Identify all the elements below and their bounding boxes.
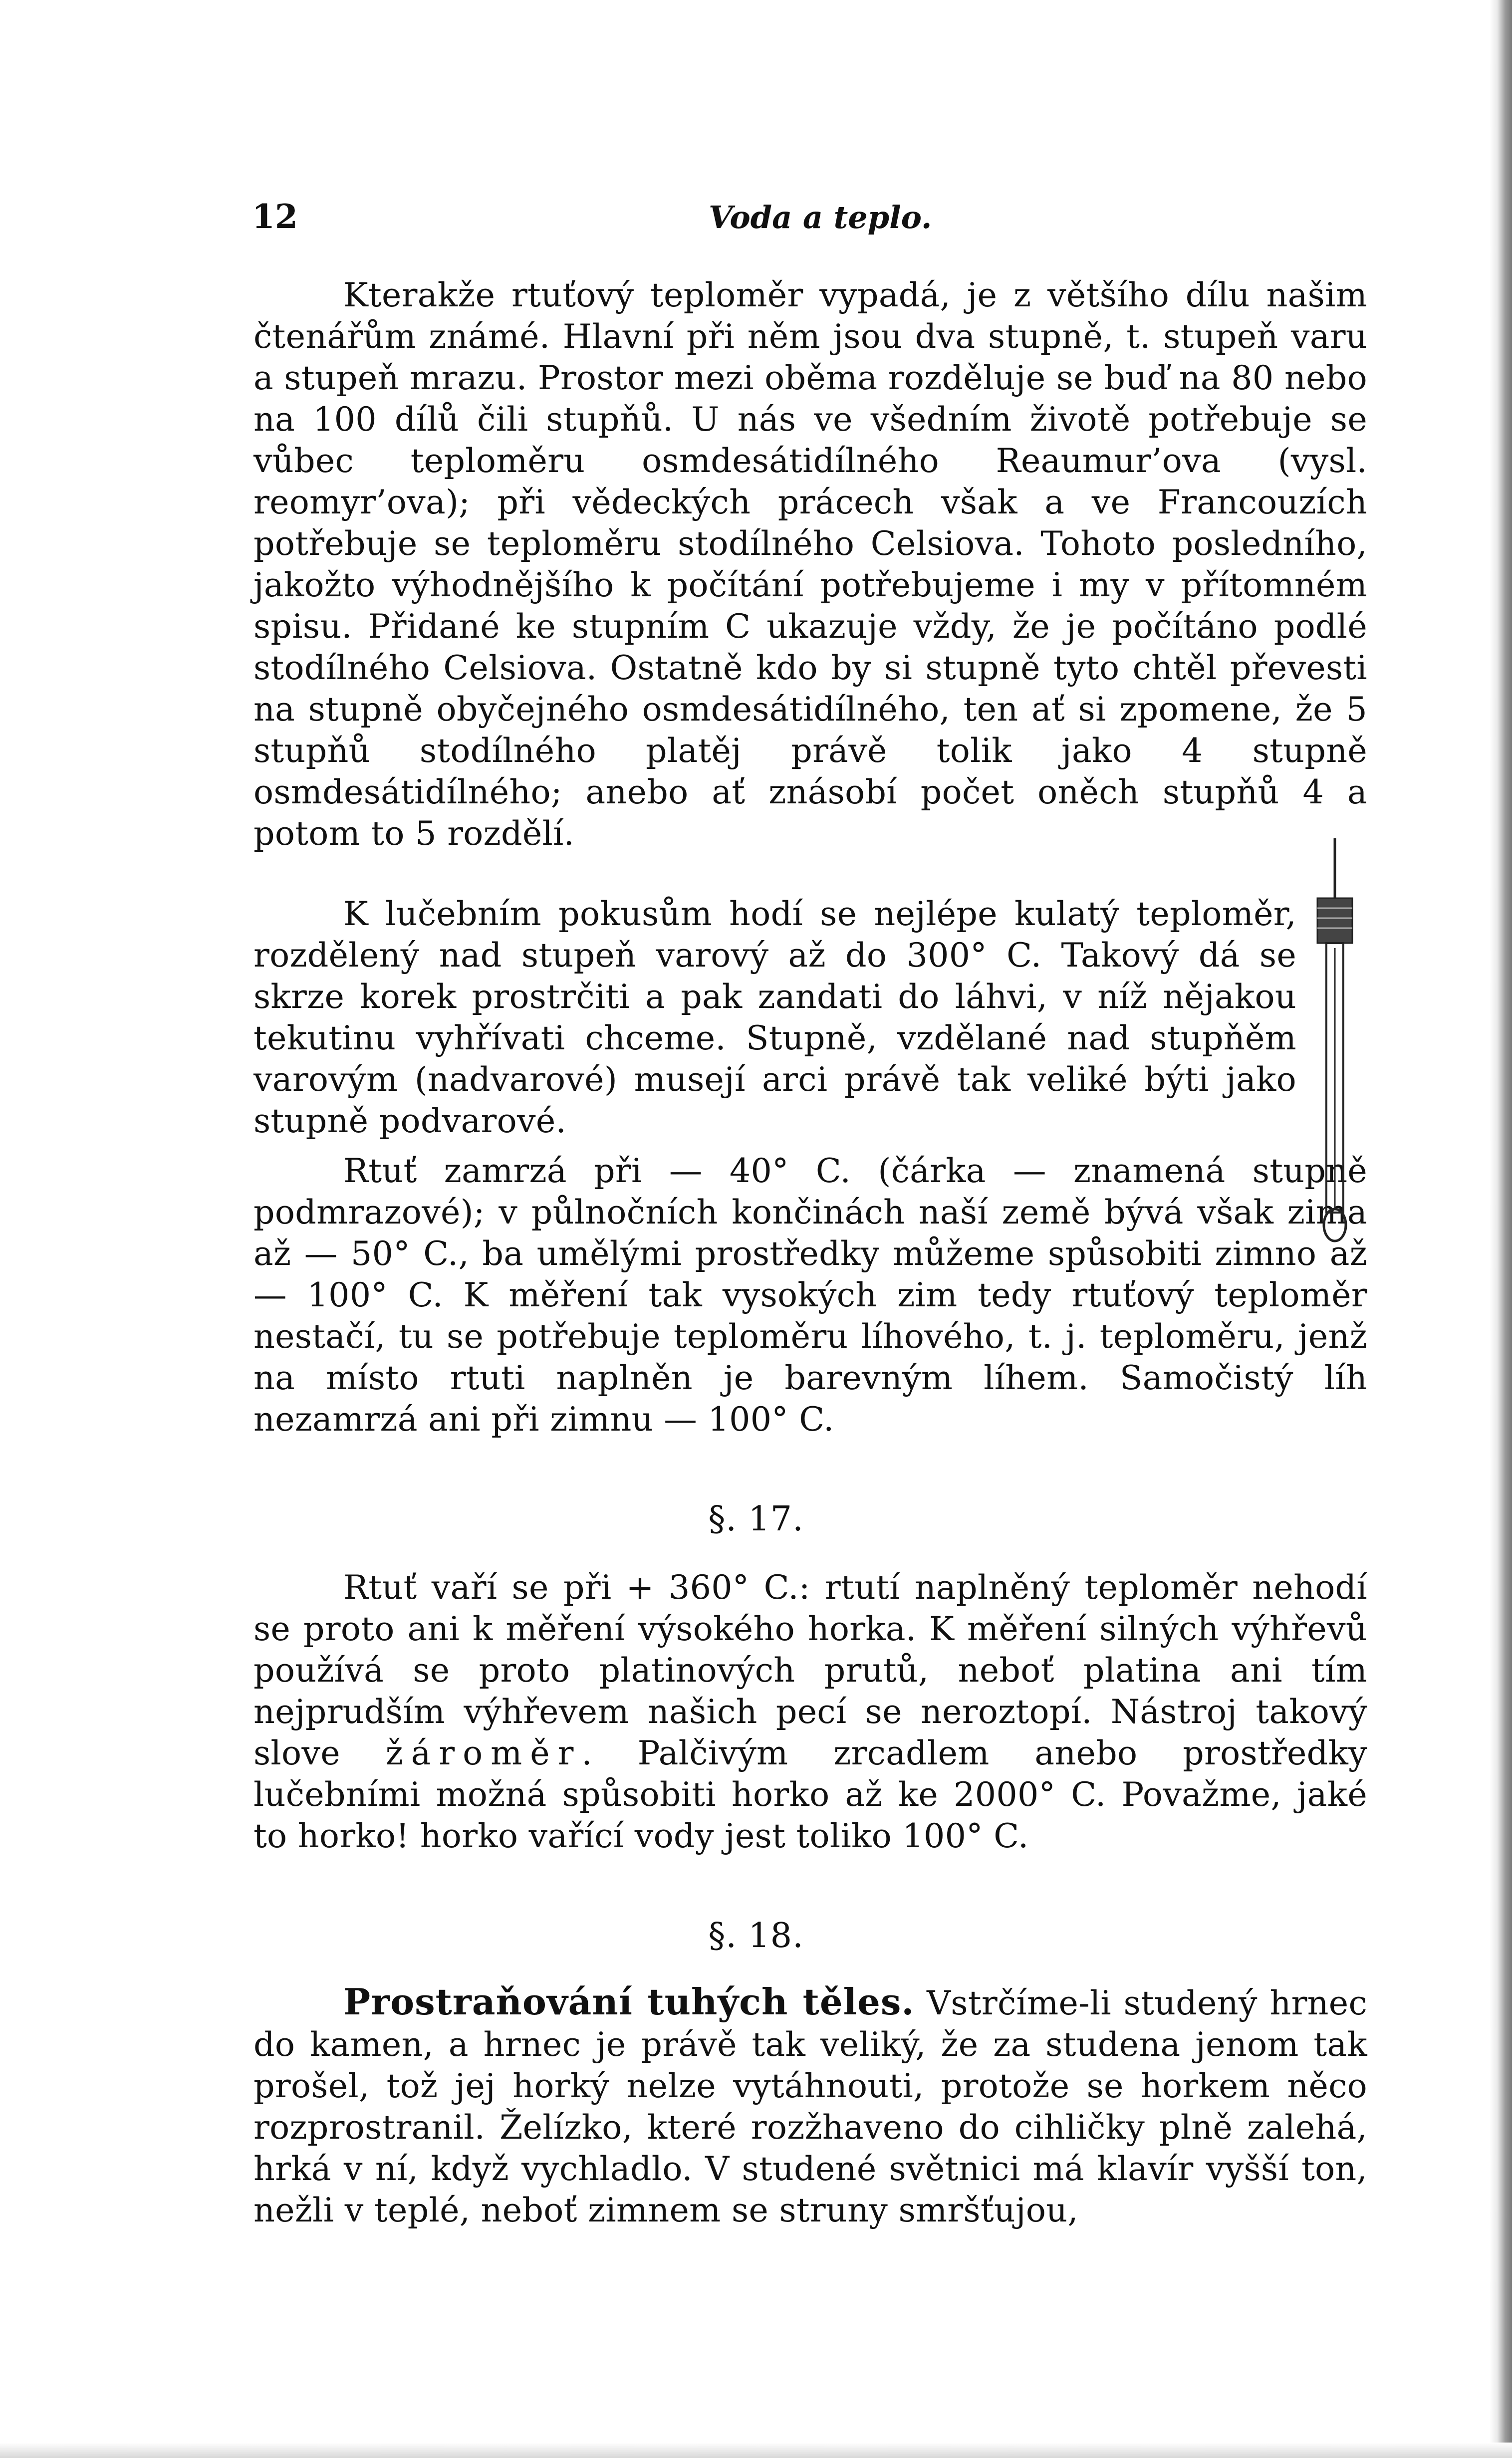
section-title: Prostraňování tuhých těles.: [343, 1980, 915, 2023]
paragraph-1-text: Kterakže rtuťový teploměr vypadá, je z většího dílu našim čtenářům známé. Hlavní při něm jsou dva stupně, t. stupeň varu a stupeň mrazu. Prostor mezi oběma rozděluje se buď na 80 nebo na 100 dílů čili stupňů. U nás ve všedním životě potřebuje se vůbec teploměru osmdesátidílného Reaumur’ova (vysl. reomyr’ova); při vědeckých prácech však a ve Francouzích potřebuje se teploměru stodílného Celsiova. Tohoto posledního, jakožto výhodnějšího k počítání potřebujeme i my v přítomném spisu. Přidané ke stupním C ukazuje vždy, že je počítáno podlé stodílného Celsiova. Ostatně kdo by si stupně tyto chtěl převesti na stupně obyčejného osmdesátidílného, ten ať si zpomene, že 5 stupňů stodílného platěj právě tolik jako 4 stupně osmdesátidílného; anebo ať znásobí počet oněch stupňů 4 a potom to 5 rozdělí.: [253, 275, 1367, 853]
paragraph-4-main: Rtuť vaří se při + 360° C.: rtutí naplněný teploměr nehodí se proto ani k měření výsokého horka. K měření silných výhřevů používá se proto platinových prutů, neboť platina ani tím nejprudším výhřevem našich pecí se neroztopí. Nástroj takový slove: [253, 1568, 1367, 1772]
scan-edge-bottom: [0, 2443, 1512, 2458]
paragraph-2-text: K lučebním pokusům hodí se nejlépe kulatý teploměr, rozdělený nad stupeň varový až do 300° C. Takový dá se skrze korek prostrčiti a pak zandati do láhvi, v níž nějakou tekutinu vyhřívati chceme. Stupně, vzdělané nad stupňěm varovým (nadvarové) musejí arci právě tak veliké býti jako stupně podvarové.: [253, 894, 1296, 1140]
paragraph-4-text: [253, 1567, 1367, 1857]
paragraph-2: [253, 893, 1367, 1142]
paragraph-5-body: Vstrčíme-li studený hrnec do kamen, a hrnec je právě tak veliký, že za studena jenom tak prošel, tož jej horký nelze vytáhnouti, protože se horkem něco rozprostranil. Želízko, které rozžhaveno do cihličky plně zalehá, hrká v ní, když vychladlo. V studené světnici má klavír vyšší ton, nežli v teplé, neboť zimnem se struny smršťujou,: [253, 1983, 1367, 2229]
page-number: 12: [252, 197, 298, 236]
paragraph-3: [253, 1150, 1367, 1440]
scan-edge-right: [1490, 0, 1512, 2458]
thermometer-icon: [1302, 838, 1367, 1242]
paragraph-5-text: [253, 1981, 1367, 2231]
running-head: Voda a teplo.: [709, 199, 932, 236]
paragraph-3-text: Rtuť zamrzá při — 40° C. (čárka — znamená stupně podmrazové); v půlnočních končinách naší země bývá však zima až — 50° C., ba umělými prostředky můžeme spůsobiti zimno až — 100° C. K měření tak vysokých zim tedy rtuťový teploměr nestačí, tu se potřebuje teploměru líhového, t. j. teploměru, jenž na místo rtuti naplněn je barevným líhem. Samočistý líh nezamrzá ani při zimnu — 100° C.: [253, 1151, 1367, 1439]
term-zaromer: žároměr: [385, 1733, 582, 1772]
page-header: [0, 197, 1512, 242]
section-18-heading: §. 18.: [708, 1916, 804, 1956]
section-17-heading: §. 17.: [708, 1499, 804, 1539]
paragraph-5: [253, 1981, 1367, 2231]
paragraph-1: [253, 274, 1367, 854]
paragraph-4-end: . Palčivým zrcadlem anebo prostředky lučebními možná spůsobiti horko až ke 2000° C. Považme, jaké to horko! horko vařící vody jest toliko 100° C.: [253, 1733, 1367, 1855]
paragraph-4: [253, 1567, 1367, 1857]
